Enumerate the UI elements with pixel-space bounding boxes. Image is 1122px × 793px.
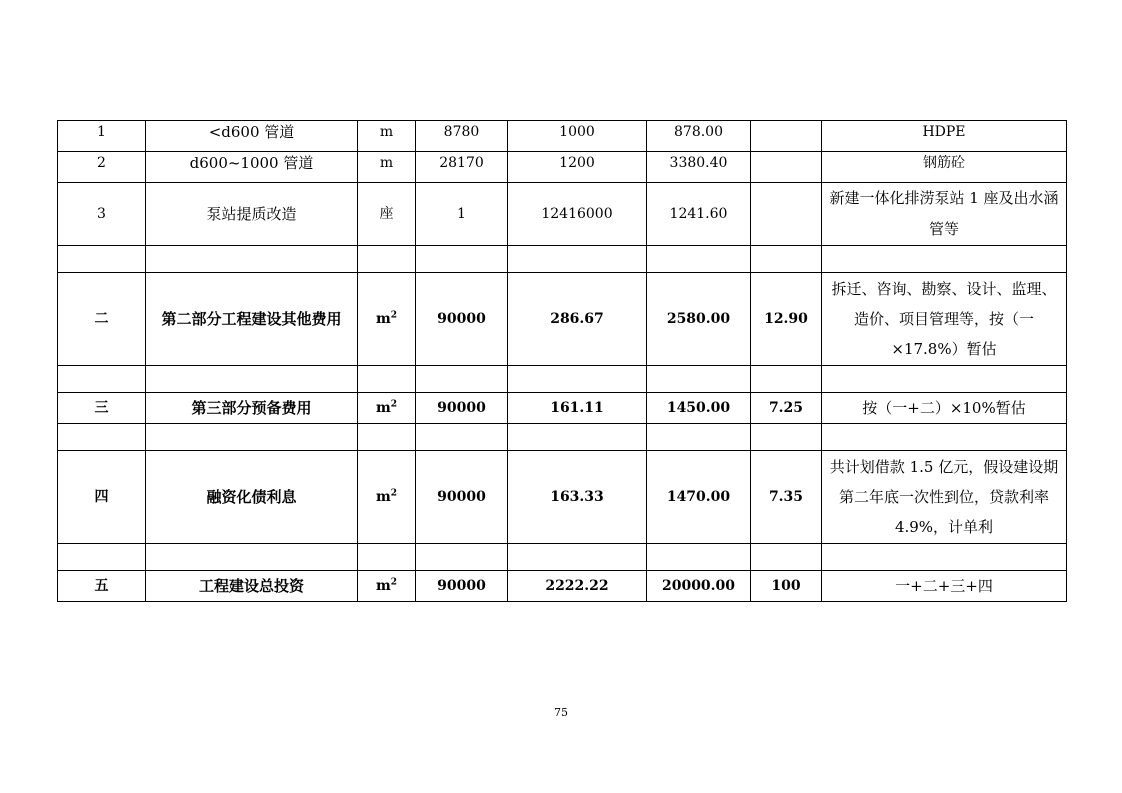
investment-estimate-table: [57, 120, 1067, 602]
unit-superscript: 2: [390, 577, 398, 588]
quantity-cell: [416, 366, 508, 393]
note-cell: HDPE: [822, 121, 1067, 152]
ratio-cell: 7.25: [751, 393, 822, 424]
unit-cell: [358, 393, 416, 424]
seq-cell: [58, 424, 146, 451]
ratio-cell: 100: [751, 571, 822, 602]
quantity-cell: 90000: [416, 393, 508, 424]
note-cell: 新建一体化排涝泵站 1 座及出水涵管等: [822, 183, 1067, 246]
unit-superscript: 2: [390, 310, 398, 321]
amount-cell: 3380.40: [647, 152, 751, 183]
table-row: [58, 183, 1067, 246]
unit-text: m: [375, 578, 391, 594]
unit-text: 座: [379, 206, 394, 222]
note-cell: [822, 366, 1067, 393]
seq-cell: 1: [58, 121, 146, 152]
unit-price-cell: [508, 544, 647, 571]
unit-cell: [358, 544, 416, 571]
unit-cell: [358, 121, 416, 152]
seq-cell: 四: [58, 451, 146, 544]
item-name-cell: 泵站提质改造: [146, 183, 358, 246]
unit-cell: [358, 152, 416, 183]
unit-price-cell: 2222.22: [508, 571, 647, 602]
unit-superscript: 2: [390, 399, 398, 410]
ratio-cell: [751, 246, 822, 273]
ratio-cell: 7.35: [751, 451, 822, 544]
ratio-cell: [751, 152, 822, 183]
unit-price-cell: [508, 424, 647, 451]
table-row: [58, 424, 1067, 451]
quantity-cell: [416, 424, 508, 451]
note-cell: [822, 544, 1067, 571]
unit-price-cell: 286.67: [508, 273, 647, 366]
note-cell: 钢筋砼: [822, 152, 1067, 183]
ratio-cell: [751, 366, 822, 393]
unit-price-cell: [508, 366, 647, 393]
page-number: 75: [554, 706, 568, 719]
seq-cell: [58, 544, 146, 571]
unit-text: m: [375, 489, 391, 505]
quantity-cell: 28170: [416, 152, 508, 183]
unit-text: m: [379, 155, 394, 171]
unit-text: m: [375, 311, 391, 327]
quantity-cell: 1: [416, 183, 508, 246]
quantity-cell: 90000: [416, 571, 508, 602]
unit-price-cell: 12416000: [508, 183, 647, 246]
note-cell: 按（一+二）×10%暂估: [822, 393, 1067, 424]
seq-cell: [58, 366, 146, 393]
item-name-cell: 融资化债利息: [146, 451, 358, 544]
unit-cell: [358, 571, 416, 602]
ratio-cell: [751, 121, 822, 152]
item-name-cell: d600~1000 管道: [146, 152, 358, 183]
unit-text: m: [375, 400, 391, 416]
table-row: [58, 571, 1067, 602]
item-name-cell: 第三部分预备费用: [146, 393, 358, 424]
table-row: [58, 273, 1067, 366]
seq-cell: 3: [58, 183, 146, 246]
table-row: [58, 393, 1067, 424]
note-cell: [822, 424, 1067, 451]
amount-cell: 2580.00: [647, 273, 751, 366]
item-name-cell: [146, 246, 358, 273]
item-name-cell: [146, 366, 358, 393]
ratio-cell: [751, 544, 822, 571]
amount-cell: [647, 246, 751, 273]
unit-cell: [358, 366, 416, 393]
amount-cell: [647, 424, 751, 451]
item-name-cell: <d600 管道: [146, 121, 358, 152]
unit-text: m: [379, 124, 394, 140]
table-row: [58, 366, 1067, 393]
unit-price-cell: 1000: [508, 121, 647, 152]
table-row: [58, 152, 1067, 183]
seq-cell: 五: [58, 571, 146, 602]
table-row: [58, 451, 1067, 544]
unit-cell: [358, 246, 416, 273]
item-name-cell: 工程建设总投资: [146, 571, 358, 602]
amount-cell: 20000.00: [647, 571, 751, 602]
note-cell: 拆迁、咨询、勘察、设计、监理、造价、项目管理等，按（一×17.8%）暂估: [822, 273, 1067, 366]
note-cell: 共计划借款 1.5 亿元，假设建设期第二年底一次性到位，贷款利率 4.9%，计单利: [822, 451, 1067, 544]
unit-price-cell: 1200: [508, 152, 647, 183]
unit-cell: [358, 451, 416, 544]
seq-cell: 二: [58, 273, 146, 366]
unit-cell: [358, 183, 416, 246]
ratio-cell: [751, 183, 822, 246]
ratio-cell: 12.90: [751, 273, 822, 366]
seq-cell: 2: [58, 152, 146, 183]
table-row: [58, 544, 1067, 571]
quantity-cell: 90000: [416, 451, 508, 544]
unit-price-cell: 163.33: [508, 451, 647, 544]
amount-cell: [647, 366, 751, 393]
unit-cell: [358, 273, 416, 366]
amount-cell: 878.00: [647, 121, 751, 152]
ratio-cell: [751, 424, 822, 451]
unit-cell: [358, 424, 416, 451]
note-cell: 一+二+三+四: [822, 571, 1067, 602]
item-name-cell: [146, 424, 358, 451]
note-cell: [822, 246, 1067, 273]
amount-cell: 1241.60: [647, 183, 751, 246]
table-row: [58, 246, 1067, 273]
quantity-cell: 90000: [416, 273, 508, 366]
quantity-cell: 8780: [416, 121, 508, 152]
quantity-cell: [416, 246, 508, 273]
amount-cell: [647, 544, 751, 571]
unit-superscript: 2: [390, 488, 398, 499]
unit-price-cell: [508, 246, 647, 273]
quantity-cell: [416, 544, 508, 571]
table-row: [58, 121, 1067, 152]
amount-cell: 1470.00: [647, 451, 751, 544]
item-name-cell: [146, 544, 358, 571]
amount-cell: 1450.00: [647, 393, 751, 424]
seq-cell: [58, 246, 146, 273]
unit-price-cell: 161.11: [508, 393, 647, 424]
item-name-cell: 第二部分工程建设其他费用: [146, 273, 358, 366]
seq-cell: 三: [58, 393, 146, 424]
